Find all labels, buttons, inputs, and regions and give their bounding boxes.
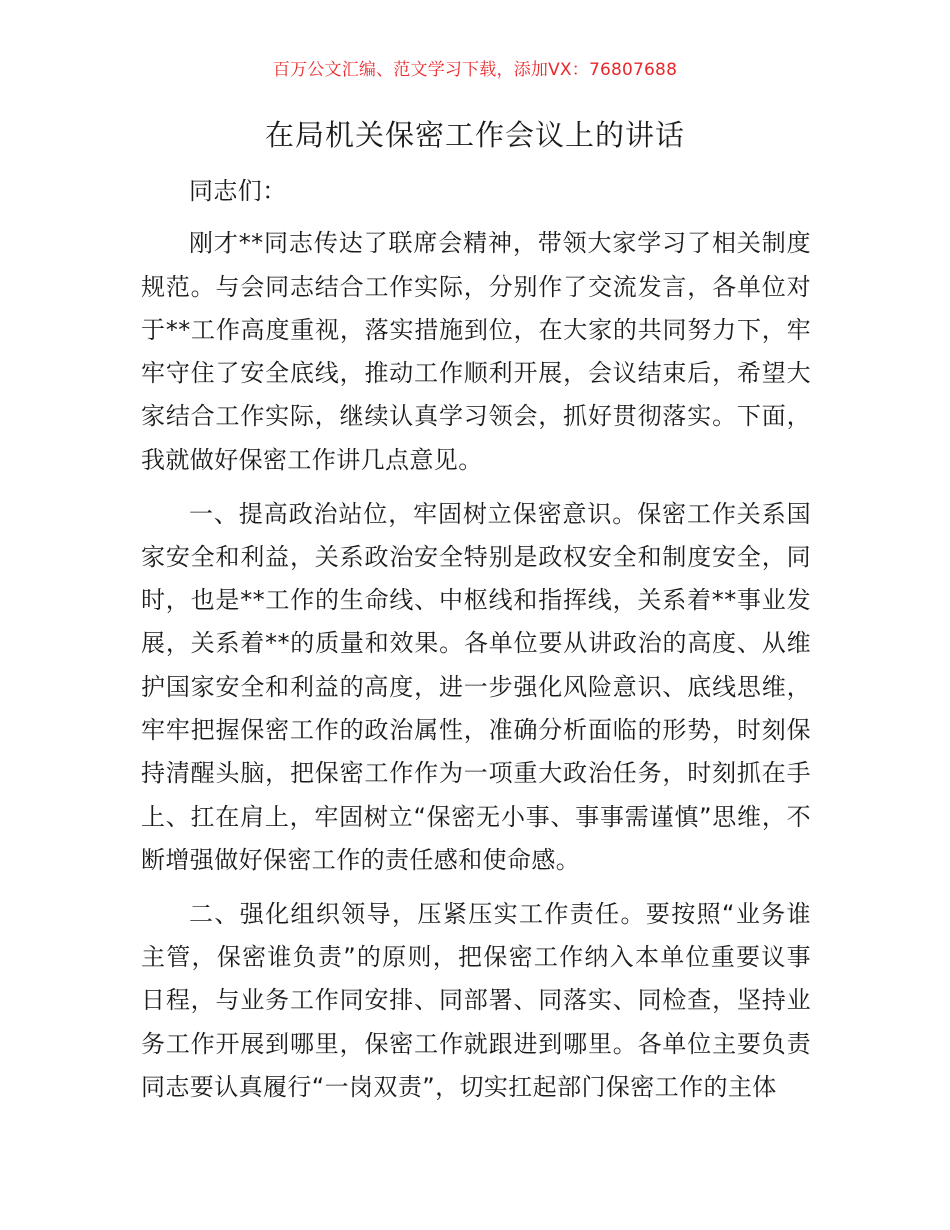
paragraph-section-1: 一、提高政治站位，牢固树立保密意识。保密工作关系国家安全和利益，关系政治安全特别是政权安全和制度安全，同时，也是**工作的生命线、中枢线和指挥线，关系着**事业发展，关系着**的质量和效果。各单位要从讲政治的高度、从维护国家安全和利益的高度，进一步强化风险意识、底线思维，牢牢把握保密工作的政治属性，准确分析面临的形势，时刻保持清醒头脑，把保密工作作为一项重大政治任务，时刻抓在手上、扛在肩上，牢固树立“保密无小事、事事需谨慎”思维，不断增强做好保密工作的责任感和使命感。 — [141, 499, 811, 874]
paragraph-section-2: 二、强化组织领导，压紧压实工作责任。要按照“业务谁主管，保密谁负责”的原则，把保密工作纳入本单位重要议事日程，与业务工作同安排、同部署、同落实、同检查，坚持业务工作开展到哪里，保密工作就跟进到哪里。各单位主要负责同志要认真履行“一岗双责”，切实扛起部门保密工作的主体 — [141, 899, 811, 1101]
watermark-text: 百万公文汇编、范文学习下载，添加VX：76807688 — [272, 60, 678, 80]
greeting: 同志们： — [189, 177, 287, 205]
document-body — [141, 170, 811, 1120]
paragraph-intro: 刚才**同志传达了联席会精神，带领大家学习了相关制度规范。与会同志结合工作实际，分别作了交流发言，各单位对于**工作高度重视，落实措施到位，在大家的共同努力下，牢牢守住了安全底线，推动工作顺利开展，会议结束后，希望大家结合工作实际，继续认真学习领会，抓好贯彻落实。下面，我就做好保密工作讲几点意见。 — [141, 229, 811, 474]
page-title: 在局机关保密工作会议上的讲话 — [264, 118, 685, 152]
